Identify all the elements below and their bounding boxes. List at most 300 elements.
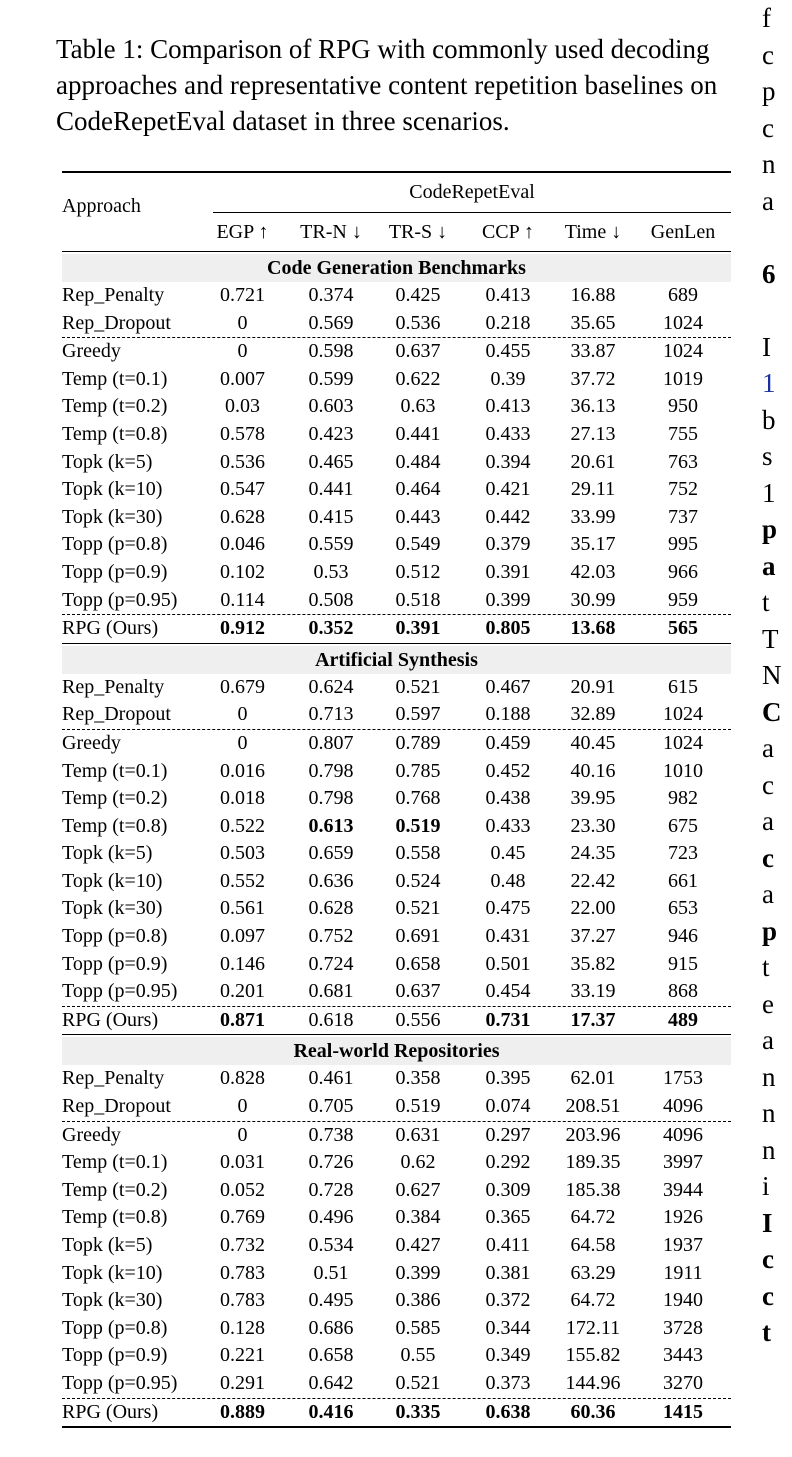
metric-cell: 0.411	[485, 1234, 531, 1256]
metric-cell: 995	[668, 533, 698, 556]
column-fragment: 1	[762, 477, 776, 508]
column-fragment: f	[762, 3, 771, 33]
decoding-row	[62, 504, 731, 532]
approach-name: Topk (k=5)	[62, 450, 153, 473]
column-fragment: I	[762, 1207, 773, 1238]
column-fragment: n	[762, 1134, 776, 1165]
metric-cell: 62.01	[570, 1067, 616, 1090]
metric-cell: 0.518	[395, 588, 441, 611]
metric-cell: 0.391	[395, 617, 441, 640]
approach-name: Topp (p=0.8)	[62, 1316, 168, 1339]
decoding-row	[62, 1232, 731, 1260]
metric-cell: 0.628	[308, 897, 354, 920]
metric-cell: 144.96	[565, 1371, 621, 1394]
metric-cell: 0.585	[395, 1316, 441, 1339]
metric-cell: 0.724	[308, 952, 354, 975]
metric-cell: 0	[237, 1095, 248, 1118]
ours-row	[62, 615, 731, 643]
metric-cell: 37.27	[570, 925, 616, 948]
decoding-row	[62, 840, 731, 868]
metric-cell: 0.559	[308, 533, 354, 556]
metric-cell: 0.578	[220, 422, 265, 445]
metric-cell: 0.552	[220, 869, 265, 892]
metric-cell: 0.379	[485, 533, 531, 556]
metric-cell: 615	[668, 675, 698, 698]
decoding-row	[62, 559, 731, 587]
metric-cell: 60.36	[570, 1400, 616, 1423]
metric-cell: 0.561	[220, 897, 265, 920]
metric-cell: 0.335	[395, 1400, 441, 1423]
metric-cell: 0.344	[485, 1316, 531, 1339]
metric-cell: 17.37	[570, 1008, 616, 1031]
metric-cell: 0.524	[395, 869, 441, 892]
metric-cell: 0.752	[308, 925, 354, 948]
metric-cell: 0.769	[220, 1206, 265, 1229]
metric-cell: 0.686	[308, 1316, 354, 1339]
metric-cell: 0.659	[308, 842, 354, 865]
column-fragment: a	[762, 733, 774, 763]
metric-cell: 0.521	[395, 1371, 441, 1394]
metric-cell: 0.597	[395, 703, 441, 726]
metric-cell: 1415	[663, 1400, 703, 1423]
metric-cell: 966	[668, 560, 698, 583]
metric-cell: 0.438	[485, 787, 531, 810]
metric-cell: 755	[668, 422, 698, 445]
metric-cell: 0.349	[485, 1344, 531, 1367]
metric-cell: 763	[668, 450, 698, 473]
metric-cell: 1024	[663, 703, 703, 726]
metric-cell: 33.87	[570, 340, 616, 363]
table-body	[62, 254, 731, 1426]
metric-cell: 185.38	[565, 1178, 621, 1201]
metric-cell: 0.613	[308, 814, 354, 837]
decoding-row	[62, 449, 731, 477]
metric-cell: 32.89	[570, 703, 616, 726]
decoding-row	[62, 531, 731, 559]
metric-cell: 565	[668, 617, 698, 640]
approach-name: Topp (p=0.9)	[62, 1344, 168, 1367]
approach-name: Topk (k=10)	[62, 869, 163, 892]
metric-cell: 0.046	[220, 533, 265, 556]
metric-cell: 0.508	[308, 588, 354, 611]
metric-cell: 0.007	[220, 367, 265, 390]
metric-cell: 0.421	[485, 478, 531, 501]
metric-cell: 23.30	[570, 814, 616, 837]
approach-name: Topk (k=30)	[62, 1289, 163, 1312]
metric-cell: 0.201	[220, 980, 265, 1003]
approach-name: Temp (t=0.2)	[62, 395, 168, 418]
metric-cell: 0.705	[308, 1095, 354, 1118]
metric-cell: 0.114	[220, 588, 265, 611]
metric-cell: 3944	[663, 1178, 703, 1201]
approach-name: Topp (p=0.9)	[62, 560, 168, 583]
metric-cell: 752	[668, 478, 698, 501]
decoding-row	[62, 421, 731, 449]
metric-cell: 0.455	[485, 340, 531, 363]
column-fragment: I	[762, 331, 771, 362]
decoding-row	[62, 1260, 731, 1288]
metric-cell: 33.99	[570, 505, 616, 528]
metric-cell: 0.62	[400, 1151, 436, 1174]
column-fragment: a	[762, 806, 774, 836]
metric-cell: 0.783	[220, 1261, 265, 1284]
metric-cell: 0.395	[485, 1067, 531, 1090]
approach-name: Temp (t=0.2)	[62, 1178, 168, 1201]
metric-cell: 0.768	[395, 787, 441, 810]
metric-cell: 737	[668, 505, 698, 528]
decoding-row	[62, 1342, 731, 1370]
column-fragment: C	[762, 696, 782, 727]
metric-cell: 0.291	[220, 1371, 265, 1394]
metric-cell: 20.91	[570, 675, 616, 698]
decoding-row	[62, 868, 731, 896]
metric-cell: 0.391	[485, 560, 531, 583]
metric-cell: 30.99	[570, 588, 616, 611]
metric-cell: 0.433	[485, 422, 531, 445]
metric-cell: 915	[668, 952, 698, 975]
column-fragment: 1	[762, 368, 776, 398]
metric-cell: 0.018	[220, 787, 265, 810]
metric-cell: 0.519	[395, 1095, 441, 1118]
section-rule	[62, 1034, 731, 1035]
metric-cell: 37.72	[570, 367, 616, 390]
metric-cell: 0.074	[485, 1095, 531, 1118]
metric-cell: 0.442	[485, 505, 531, 528]
metric-cell: 64.72	[570, 1289, 616, 1312]
metric-cell: 35.65	[570, 311, 616, 334]
metric-cell: 0.889	[220, 1400, 265, 1423]
metric-cell: 0	[237, 311, 248, 334]
metric-cell: 946	[668, 925, 698, 948]
metric-cell: 0.628	[220, 505, 265, 528]
approach-name: Rep_Dropout	[62, 311, 171, 334]
results-table	[62, 171, 731, 1428]
metric-cell: 0.658	[395, 952, 441, 975]
approach-name: Topk (k=30)	[62, 897, 163, 920]
column-fragment: a	[762, 1025, 774, 1055]
metric-cell: 35.82	[570, 952, 616, 975]
approach-name: Temp (t=0.8)	[62, 1206, 168, 1229]
metric-cell: 1753	[663, 1067, 703, 1090]
metric-cell: 33.19	[570, 980, 616, 1003]
metric-cell: 29.11	[570, 478, 616, 501]
metric-cell: 0.416	[308, 1400, 354, 1423]
metric-cell: 0.433	[485, 814, 531, 837]
metric-cell: 40.45	[570, 731, 616, 754]
metric-cell: 0.128	[220, 1316, 265, 1339]
approach-name: Greedy	[62, 1123, 121, 1146]
decoding-row	[62, 1287, 731, 1315]
metric-cell: 0.413	[485, 395, 531, 418]
metric-cell: 0.637	[395, 980, 441, 1003]
metric-cell: 0.413	[485, 284, 531, 306]
metric-cell: 35.17	[570, 533, 616, 556]
col-header-egp: EGP ↑	[216, 221, 269, 243]
metric-cell: 0.691	[395, 925, 441, 948]
metric-cell: 0.427	[395, 1234, 441, 1256]
metric-cell: 0.721	[220, 284, 265, 306]
approach-name: Topp (p=0.95)	[62, 588, 178, 611]
metric-cell: 0.521	[395, 675, 441, 698]
decoding-row	[62, 393, 731, 421]
metric-cell: 0.636	[308, 869, 354, 892]
metric-cell: 0.467	[485, 675, 531, 698]
metric-cell: 0.549	[395, 533, 441, 556]
metric-cell: 0.622	[395, 367, 441, 390]
metric-cell: 0.102	[220, 560, 265, 583]
decoding-row	[62, 978, 731, 1006]
dataset-group-header: CodeRepetEval	[409, 181, 535, 203]
metric-cell: 959	[668, 588, 698, 611]
approach-name: Topk (k=5)	[62, 842, 153, 865]
metric-cell: 1937	[663, 1234, 703, 1256]
decoding-row	[62, 730, 731, 758]
baseline-row	[62, 282, 731, 310]
metric-cell: 0.599	[308, 367, 354, 390]
metric-cell: 0.464	[395, 478, 441, 501]
metric-cell: 0.031	[220, 1151, 265, 1174]
metric-cell: 0.63	[400, 395, 436, 418]
decoding-row	[62, 476, 731, 504]
metric-cell: 0.785	[395, 759, 441, 782]
decoding-row	[62, 338, 731, 366]
column-fragment: s	[762, 441, 773, 471]
column-fragment: N	[762, 660, 782, 690]
metric-cell: 0.783	[220, 1289, 265, 1312]
column-fragment: n	[762, 1098, 776, 1128]
metric-cell: 0.798	[308, 759, 354, 782]
metric-cell: 0.51	[313, 1261, 349, 1284]
metric-cell: 36.13	[570, 395, 616, 418]
metric-cell: 1911	[663, 1261, 703, 1284]
metric-cell: 0.309	[485, 1178, 531, 1201]
metric-cell: 0.373	[485, 1371, 531, 1394]
metric-cell: 0.569	[308, 311, 354, 334]
metric-cell: 0.415	[308, 505, 354, 528]
approach-name: Topp (p=0.8)	[62, 925, 168, 948]
metric-cell: 661	[668, 869, 698, 892]
metric-cell: 0.637	[395, 340, 441, 363]
decoding-row	[62, 813, 731, 841]
metric-cell: 0.465	[308, 450, 354, 473]
metric-cell: 0.495	[308, 1289, 354, 1312]
metric-cell: 0.48	[490, 869, 526, 892]
metric-cell: 0.798	[308, 787, 354, 810]
metric-cell: 0.912	[220, 617, 265, 640]
metric-cell: 22.00	[570, 897, 616, 920]
section-title: Real-world Repositories	[62, 1037, 731, 1065]
metric-cell: 675	[668, 814, 698, 837]
metric-cell: 0.097	[220, 925, 265, 948]
metric-cell: 0	[237, 731, 248, 754]
metric-cell: 0.521	[395, 897, 441, 920]
metric-cell: 64.58	[570, 1234, 616, 1256]
metric-cell: 16.88	[570, 284, 616, 306]
metric-cell: 0.789	[395, 731, 441, 754]
decoding-row	[62, 1204, 731, 1232]
metric-cell: 0.501	[485, 952, 531, 975]
decoding-row	[62, 1370, 731, 1398]
metric-cell: 0.454	[485, 980, 531, 1003]
metric-cell: 0.828	[220, 1067, 265, 1090]
metric-cell: 0.805	[485, 617, 531, 640]
metric-cell: 13.68	[570, 617, 616, 640]
metric-cell: 0.381	[485, 1261, 531, 1284]
metric-cell: 0.45	[490, 842, 526, 865]
approach-name: Greedy	[62, 731, 121, 754]
decoding-row	[62, 1149, 731, 1177]
metric-cell: 0.475	[485, 897, 531, 920]
metric-cell: 0.536	[395, 311, 441, 334]
decoding-row	[62, 951, 731, 979]
section-rule	[62, 643, 731, 644]
metric-cell: 1024	[663, 311, 703, 334]
metric-cell: 0.503	[220, 842, 265, 865]
metric-cell: 0.425	[395, 284, 441, 306]
column-fragment: n	[762, 1061, 776, 1092]
metric-cell: 0.522	[220, 814, 265, 837]
metric-cell: 0.297	[485, 1123, 531, 1146]
metric-cell: 0.452	[485, 759, 531, 782]
column-fragment: 6	[762, 258, 776, 289]
metric-cell: 22.42	[570, 869, 616, 892]
metric-cell: 0	[237, 1123, 248, 1146]
metric-cell: 0.547	[220, 478, 265, 501]
column-fragment: p	[762, 915, 778, 946]
baseline-row	[62, 701, 731, 729]
metric-cell: 0.03	[225, 395, 260, 418]
approach-header: Approach	[62, 195, 141, 217]
metric-cell: 0.146	[220, 952, 265, 975]
metric-cell: 0.871	[220, 1008, 265, 1031]
metric-cell: 0.431	[485, 925, 531, 948]
metric-cell: 723	[668, 842, 698, 865]
metric-cell: 0.358	[395, 1067, 441, 1090]
metric-cell: 0.365	[485, 1206, 531, 1229]
column-fragment: i	[762, 1171, 770, 1201]
metric-cell: 0.496	[308, 1206, 354, 1229]
metric-cell: 0.441	[308, 478, 354, 501]
column-fragment: n	[762, 149, 776, 179]
approach-name: Topk (k=10)	[62, 478, 163, 501]
metric-cell: 40.16	[570, 759, 616, 782]
col-header-tr-s: TR-S ↓	[388, 221, 448, 243]
metric-cell: 155.82	[565, 1344, 621, 1367]
column-fragment: p	[762, 76, 776, 106]
metric-cell: 63.29	[570, 1261, 616, 1284]
metric-cell: 0.679	[220, 675, 265, 698]
metric-cell: 0.598	[308, 340, 354, 363]
metric-cell: 0.726	[308, 1151, 354, 1174]
metric-cell: 24.35	[570, 842, 616, 865]
column-fragment: c	[762, 1280, 774, 1311]
col-header-ccp: CCP ↑	[481, 221, 535, 243]
metric-cell: 203.96	[565, 1123, 621, 1146]
column-fragment: c	[762, 112, 774, 143]
metric-cell: 950	[668, 395, 698, 418]
metric-cell: 0.603	[308, 395, 354, 418]
column-fragment: a	[762, 879, 774, 909]
metric-cell: 0.386	[395, 1289, 441, 1312]
header-rule	[62, 251, 731, 252]
approach-name: Rep_Dropout	[62, 1095, 171, 1118]
metric-cell: 0.728	[308, 1178, 354, 1201]
metric-cell: 20.61	[570, 450, 616, 473]
metric-cell: 1010	[663, 759, 703, 782]
approach-name: Greedy	[62, 340, 121, 363]
approach-name: RPG (Ours)	[62, 1400, 159, 1423]
decoding-row	[62, 785, 731, 813]
metric-cell: 4096	[663, 1123, 703, 1146]
metric-cell: 0.627	[395, 1178, 441, 1201]
metric-cell: 0.352	[308, 617, 354, 640]
approach-name: Topp (p=0.95)	[62, 980, 178, 1003]
col-header-time: Time ↓	[564, 221, 622, 243]
approach-name: Topp (p=0.95)	[62, 1371, 178, 1394]
metric-cell: 0.459	[485, 731, 531, 754]
metric-cell: 0.443	[395, 505, 441, 528]
ours-row	[62, 1399, 731, 1427]
approach-name: Temp (t=0.8)	[62, 814, 168, 837]
metric-cell: 0.372	[485, 1289, 531, 1312]
column-fragment: a	[762, 185, 774, 216]
metric-cell: 64.72	[570, 1206, 616, 1229]
decoding-row	[62, 366, 731, 394]
metric-cell: 0.461	[308, 1067, 354, 1090]
column-fragment: p	[762, 514, 778, 544]
approach-name: Temp (t=0.1)	[62, 759, 168, 782]
approach-name: RPG (Ours)	[62, 1008, 159, 1031]
column-fragment: a	[762, 550, 776, 581]
decoding-row	[62, 758, 731, 786]
column-fragment	[762, 219, 792, 256]
metric-cell: 0.658	[308, 1344, 354, 1367]
approach-name: Rep_Penalty	[62, 1067, 165, 1090]
metric-cell: 4096	[663, 1095, 703, 1118]
metric-cell: 0.188	[485, 703, 531, 726]
metric-cell: 0.292	[485, 1151, 531, 1174]
metric-cell: 0.374	[308, 284, 354, 306]
metric-cell: 0.53	[313, 560, 349, 583]
metric-cell: 0.484	[395, 450, 441, 473]
metric-cell: 1940	[663, 1289, 703, 1312]
approach-name: Temp (t=0.1)	[62, 367, 168, 390]
decoding-row	[62, 1315, 731, 1343]
metric-cell: 0.441	[395, 422, 441, 445]
column-fragment: t	[762, 1317, 771, 1347]
column-fragment: e	[762, 988, 774, 1019]
approach-name: Topk (k=10)	[62, 1261, 163, 1284]
metric-cell: 0.016	[220, 759, 265, 782]
metric-cell: 653	[668, 897, 698, 920]
decoding-row	[62, 1122, 731, 1150]
metric-cell: 0.399	[485, 588, 531, 611]
metric-cell: 0.631	[395, 1123, 441, 1146]
metric-cell: 0.536	[220, 450, 265, 473]
column-fragment: T	[762, 623, 779, 654]
approach-name: Rep_Penalty	[62, 284, 165, 306]
metric-cell: 39.95	[570, 787, 616, 810]
metric-cell: 0	[237, 703, 248, 726]
column-fragment	[762, 292, 792, 329]
approach-name: RPG (Ours)	[62, 617, 159, 640]
metric-cell: 0.556	[395, 1008, 441, 1031]
metric-cell: 42.03	[570, 560, 616, 583]
metric-cell: 0.423	[308, 422, 354, 445]
metric-cell: 0	[237, 340, 248, 363]
metric-cell: 982	[668, 787, 698, 810]
metric-cell: 489	[668, 1008, 698, 1031]
